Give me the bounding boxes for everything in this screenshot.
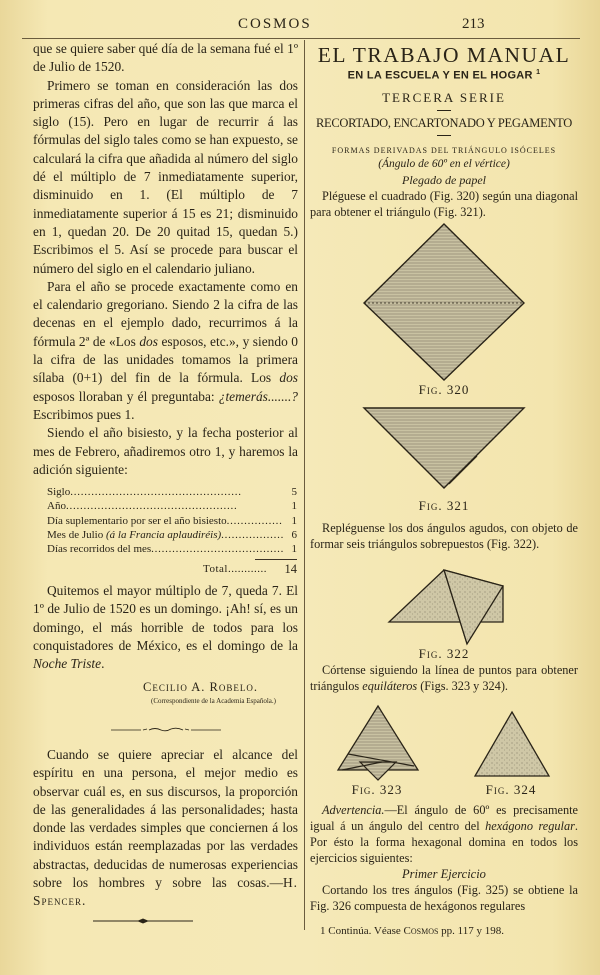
italic-text: dos <box>139 333 158 349</box>
footnote-number: 1 <box>320 924 326 937</box>
ornament-divider <box>111 726 221 734</box>
text-run: Cosmos <box>403 924 439 937</box>
article-title: EL TRABAJO MANUAL <box>317 43 571 67</box>
table-row <box>47 499 297 513</box>
text-run: esposos lloraban y él preguntaba: <box>33 388 219 404</box>
paragraph: Primero se toman en consideración las dos primeras cifras del año, que son las que marca el siglo (15). Pero en lugar de recurrir á las fórmulas del siglo tales como se han expuesto, se calculará la cifra que añadida al número del siglo dé el múltiplo de 7 inmediatamente superior, disminuido en 1. (El múltiplo de 7 inmediatamente superior á 15 es 21; disminuido en 1, quedan 20. De 20 quitad 15, quedan 5.) Escribimos el 5. Así se procede para buscar el número del siglo en el calendario juliano. <box>33 77 298 276</box>
total-label: Total............ <box>203 563 267 576</box>
paragraph: Siendo el año bisiesto, y la fecha posterior al mes de Febrero, añadiremos otro 1, y haremos la adición siguiente: <box>33 425 298 477</box>
journal-title: COSMOS <box>238 16 312 32</box>
total-value: 14 <box>284 562 297 577</box>
sum-rule <box>255 559 297 560</box>
text-run: —El ángulo de 60º es precisamente igual á un ángulo del centro del <box>310 802 578 833</box>
text-run: Escribimos pues 1. <box>33 406 135 422</box>
paragraph: que se quiere saber qué día de la semana fué el 1º de Julio de 1520. <box>33 41 298 75</box>
row-label: Días recorridos del mes <box>47 542 152 555</box>
row-label: Año <box>47 500 66 513</box>
row-value: 1 <box>291 500 297 513</box>
row-value: 1 <box>291 514 297 527</box>
column-divider <box>304 40 305 930</box>
author-signature: Cecilio A. Robelo. <box>142 679 258 694</box>
end-ornament <box>93 917 193 925</box>
row-value: 5 <box>291 486 297 499</box>
text-run: EN LA ESCUELA Y EN EL HOGAR <box>347 69 533 82</box>
table-row <box>47 542 297 556</box>
square-shape <box>364 224 524 380</box>
text-run: Continúa. Véase <box>328 924 404 937</box>
quote-author: H. Spencer. <box>33 875 298 909</box>
italic-text: Noche Triste <box>33 656 102 672</box>
footnote-marker: 1 <box>536 69 541 76</box>
paragraph <box>33 278 298 424</box>
figure-caption: Fig. 320 <box>418 381 470 397</box>
triangle-shape <box>364 408 524 488</box>
row-label <box>47 528 221 542</box>
italic-text: equiláteros <box>362 678 418 693</box>
figure-caption: Fig. 323 <box>351 781 403 797</box>
text-run: esposos, etc.», y siendo 0 la cifra de las unidades tomamos la primera sílaba (0+1) del fin de la fórmula. Los <box>33 333 298 386</box>
italic-text: ¿temerás.......? <box>218 388 298 404</box>
addition-table <box>47 485 297 576</box>
text-run: . <box>101 656 105 672</box>
subheading: Plegado de papel <box>402 172 486 187</box>
text-run: Para el año se procede exactamente como en el calendario gregoriano. Siendo 2 la cifra de las decenas en el ejemplo dado, recurrimos á la fórmula 2ª de «Los <box>33 278 298 349</box>
text-run: . Por ésto la forma hexagonal domina en todos los ejercicios siguientes: <box>310 818 578 865</box>
paragraph: Cortando los tres ángulos (Fig. 325) se obtiene la Fig. 326 compuesta de hexágonos regulares <box>310 882 578 913</box>
section-heading: RECORTADO, ENCARTONADO Y PEGAMENTO <box>315 115 573 130</box>
underlying-flap <box>360 762 396 780</box>
text-run: Quitemos el mayor múltiplo de 7, queda 7. El 1º de Julio de 1520 es un domingo. ¡Ah! sí, es un domingo, el más horrible de todos para los conquistadores de México, es el domingo de la <box>33 583 298 654</box>
series-heading: TERCERA SERIE <box>382 89 506 105</box>
text-run: Córtense siguiendo la línea de puntos para obtener triángulos <box>310 662 578 693</box>
angle-note: (Ángulo de 60º en el vértice) <box>378 157 510 170</box>
row-label: Siglo <box>47 486 71 499</box>
divider <box>437 135 451 136</box>
table-row <box>47 485 297 499</box>
italic-text: dos <box>279 370 298 386</box>
table-row <box>47 514 297 528</box>
figure-caption: Fig. 322 <box>418 645 470 661</box>
figure-323-triangle <box>332 702 422 782</box>
figure-323-cell <box>312 702 442 798</box>
figure-320-square <box>359 220 529 382</box>
running-head <box>0 16 600 36</box>
figure-row <box>310 702 578 798</box>
figure-caption: Fig. 321 <box>418 497 470 513</box>
paragraph: Pléguese el cuadrado (Fig. 320) según una diagonal para obtener el triángulo (Fig. 321). <box>310 188 578 219</box>
figure-324-cell <box>446 702 576 798</box>
table-row <box>47 528 297 542</box>
figure-322-folded <box>379 566 509 646</box>
article-subtitle <box>310 66 578 83</box>
paragraph <box>33 582 298 673</box>
author-affiliation: (Correspondiente de la Academia Española.) <box>151 696 276 705</box>
italic-text: hexágono regular <box>485 818 575 833</box>
exercise-heading: Primer Ejercicio <box>402 866 486 881</box>
italic-text: (á la Francia aplaudiréis) <box>105 528 222 541</box>
row-label: Día suplementario por ser el año bisiesto <box>47 514 227 527</box>
paragraph <box>310 662 578 694</box>
divider <box>437 110 451 111</box>
right-column <box>310 44 578 938</box>
row-value: 6 <box>291 528 297 541</box>
paragraph: Repléguense los dos ángulos agudos, con objeto de formar seis triángulos sobrepuestos (Fig. 322). <box>310 520 578 551</box>
text-run: pp. 117 y 198. <box>438 924 505 937</box>
figure-324-triangle <box>466 702 556 782</box>
footnote <box>310 924 578 938</box>
header-rule <box>22 38 580 39</box>
total-row <box>47 562 297 576</box>
row-value: 1 <box>291 542 297 555</box>
figure-caption: Fig. 324 <box>485 781 537 797</box>
equilateral-triangle <box>338 706 418 770</box>
text-run: Mes de Julio <box>47 528 106 541</box>
text-run: Cuando se quiere apreciar el alcance del espíritu en una persona, el mejor medio es observar cuál es, en sus discursos, la proporción de las generalidades á las personalidades; hasta donde las verdades simples que conciernen á los individuos están reemplazadas por las verdades abstractas, deducidas de numerosas experiencias sobre los hombres y sobre las cosas.— <box>33 746 298 890</box>
equilateral-triangle <box>475 712 549 776</box>
text-run: (Figs. 323 y 324). <box>417 678 509 693</box>
figure-321-triangle <box>359 404 529 492</box>
paragraph <box>310 802 578 866</box>
left-column <box>33 40 298 925</box>
page-number: 213 <box>462 16 485 32</box>
quote-paragraph <box>33 746 298 911</box>
italic-text: Advertencia. <box>322 802 385 817</box>
subsection-heading: FORMAS DERIVADAS DEL TRIÁNGULO ISÓCELES <box>331 145 557 155</box>
